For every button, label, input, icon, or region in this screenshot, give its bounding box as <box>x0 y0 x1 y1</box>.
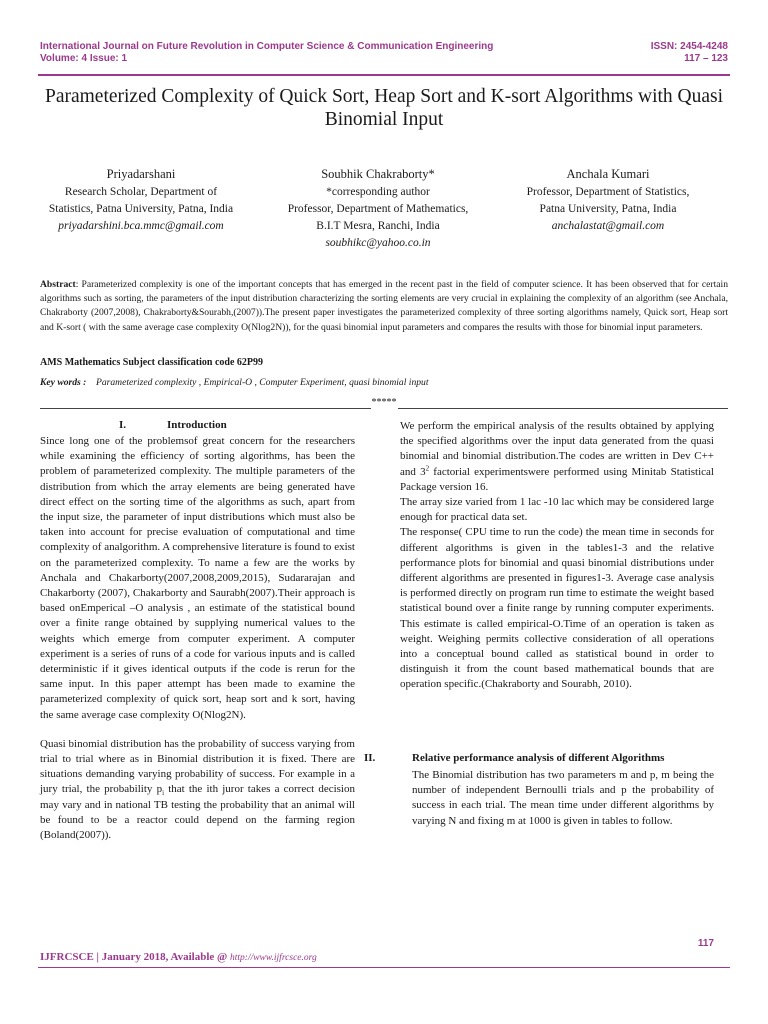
author-affiliation-line: Research Scholar, Department of <box>64 186 218 198</box>
section-title: Relative performance analysis of different Algorithms <box>412 752 665 764</box>
author-email[interactable]: anchalastat@gmail.com <box>551 220 665 232</box>
separator-line-right <box>398 400 729 409</box>
keywords-colon: : <box>80 377 87 388</box>
author-affiliation-line: Statistics, Patna University, Patna, India <box>48 203 234 215</box>
ams-classification: AMS Mathematics Subject classification code 62P99 <box>40 357 264 368</box>
section-heading-introduction <box>119 418 319 433</box>
section-title: Introduction <box>167 419 227 431</box>
author-email[interactable]: soubhikc@yahoo.co.in <box>325 237 431 249</box>
author-kumari <box>493 166 723 235</box>
author-affiliation-line: Professor, Department of Mathematics, <box>287 203 469 215</box>
abstract <box>40 278 728 335</box>
separator-stars: ***** <box>371 397 397 408</box>
right-paragraph-1: We perform the empirical analysis of the results obtained by applying the specified algorithms over the input data generated from the quasi binomial and binomial distribution.The codes are written in Dev C++ and $3^2$ factorial experimentswere performed using Minitab Statistical Package version 16. <box>400 420 714 493</box>
section-separator <box>40 397 728 409</box>
author-priyadarshani <box>26 166 256 235</box>
author-affiliation-line: *corresponding author <box>326 186 430 198</box>
page-range: 117 – 123 <box>684 53 728 64</box>
right-paragraph-3: The response( CPU time to run the code) the mean time in seconds for different algorithms is given in the tables1-3 and the relative performance plots for binomial and quasi binomial distributions under different algorithms are presented in figures1-3. Average case analysis is performed directly on program run time to estimate the weight based statistical bound over a finite range by running computer experiments. This estimate is called empirical-O.Time of an operation is taken as weight. Weighing permits collective consideration of all operations into a conceptual bound called as statistical bound in order to distinguish it from the count based mathematical bounds that are operation specific.(Chakraborty and Sourabh, 2010). <box>400 526 714 691</box>
right-paragraph-2: The array size varied from 1 lac -10 lac which may be considered large enough for practical data set. <box>400 496 714 524</box>
page-number: 117 <box>697 938 714 949</box>
paper-title: Parameterized Complexity of Quick Sort, Heap Sort and K-sort Algorithms with Quasi Binomial Input <box>44 86 724 130</box>
intro-paragraph-2: Quasi binomial distribution has the probability of success varying from trial to trial where as in Binomial distribution it is fixed. There are situations demanding varying probability of success. For example in a jury trial, the probability $p_i$ that the ith juror takes a correct decision may vary and in national TB testing the probability that an animal will be found to be a reactor could depend on the farming region (Boland(2007)). <box>40 737 355 842</box>
keywords <box>40 377 429 388</box>
abstract-text: : Parameterized complexity is one of the important concepts that has emerged in the recent past in the field of computer science. It has been observed that for certain algorithms such as sorting, the parameters of the input distribution characterizing the sorting elements are very crucial in explaining the complexity of an algorithm (see Anchala, Chakraborty (2007,2008), Chakraborty&Sourabh,(2007)).The present paper investigates the parameterized complexity of three sorting algorithms namely, Quick sort, Heap sort and K-sort ( with the same average case complexity O(Nlog2N)), for the quasi binomial input parameters and compares the results with those for binomial input parameters. <box>40 279 728 333</box>
superscript-2: 2 <box>425 463 430 472</box>
journal-name: International Journal on Future Revolution in Computer Science & Communication Engineering <box>40 41 494 52</box>
intro-paragraph-1: Since long one of the problemsof great concern for the researchers while examining the efficiency of sorting algorithms, has been the problem of parameterized complexity. The multiple parameters of the distribution from which the array elements are being generated have direct effect on the sorting time of the algorithms as such, apart from the input size, the parameter of input distributions which must also be taken into account for precise evaluation of computational and time complexity of analgorithm. A comprehensive literature is found to exist on the parameterized complexity. To name a few are the works by Anchala and Chakarborty(2007,2008,2009,2015), Sudararajan and Chakarborty (2007), Chakarborty and Saurabh(2007).Their approach is based onEmperical –O analysis , an estimate of the statistical bound over a finite range obtained by supplying numerical values to the weights which emerge from computer experiment. A computer experiment is a series of runs of a code for various inputs and is called deterministic if it gives identical outputs if the code is rerun for the same input. In this paper attempt has been made to examine the parameterized complexity of quick sort, heap sort and k sort, having the same average case complexity O(Nlog2N). <box>40 435 355 721</box>
journal-header <box>40 41 600 65</box>
section2-paragraph: The Binomial distribution has two parameters m and p, m being the number of independent Bernoulli trials and p the probability of success in each trial. The mean time under different algorithms by varying N and fixing m at 1000 is given in tables to follow. <box>412 769 714 827</box>
footer-journal-date: IJFRCSCE | January 2018, Available @ <box>40 951 230 963</box>
footer-url[interactable]: http://www.ijfrcsce.org <box>230 953 317 963</box>
footer <box>40 951 317 963</box>
keywords-label: Key words <box>40 377 81 388</box>
author-name: Priyadarshani <box>106 167 176 181</box>
issn-header <box>578 41 728 65</box>
subscript-i: i <box>162 789 165 798</box>
issn: ISSN: 2454-4248 <box>650 41 728 52</box>
author-name: Soubhik Chakraborty* <box>321 167 435 181</box>
author-chakraborty <box>263 166 493 252</box>
footer-rule <box>38 967 730 968</box>
author-name: Anchala Kumari <box>566 167 650 181</box>
author-affiliation-line: Patna University, Patna, India <box>539 203 677 215</box>
author-affiliation-line: B.I.T Mesra, Ranchi, India <box>316 220 440 232</box>
separator-line-left <box>40 400 371 409</box>
left-column <box>40 434 355 843</box>
section-number: I. <box>119 419 127 431</box>
author-affiliation-line: Professor, Department of Statistics, <box>526 186 690 198</box>
journal-volume: Volume: 4 Issue: 1 <box>40 53 128 64</box>
keywords-value: Parameterized complexity , Empirical-O , Computer Experiment, quasi binomial input <box>95 377 429 388</box>
header-rule <box>38 74 730 76</box>
abstract-label: Abstract <box>40 279 76 290</box>
author-email[interactable]: priyadarshini.bca.mmc@gmail.com <box>58 220 224 232</box>
section-number: II. <box>364 752 376 764</box>
right-column <box>400 419 714 693</box>
